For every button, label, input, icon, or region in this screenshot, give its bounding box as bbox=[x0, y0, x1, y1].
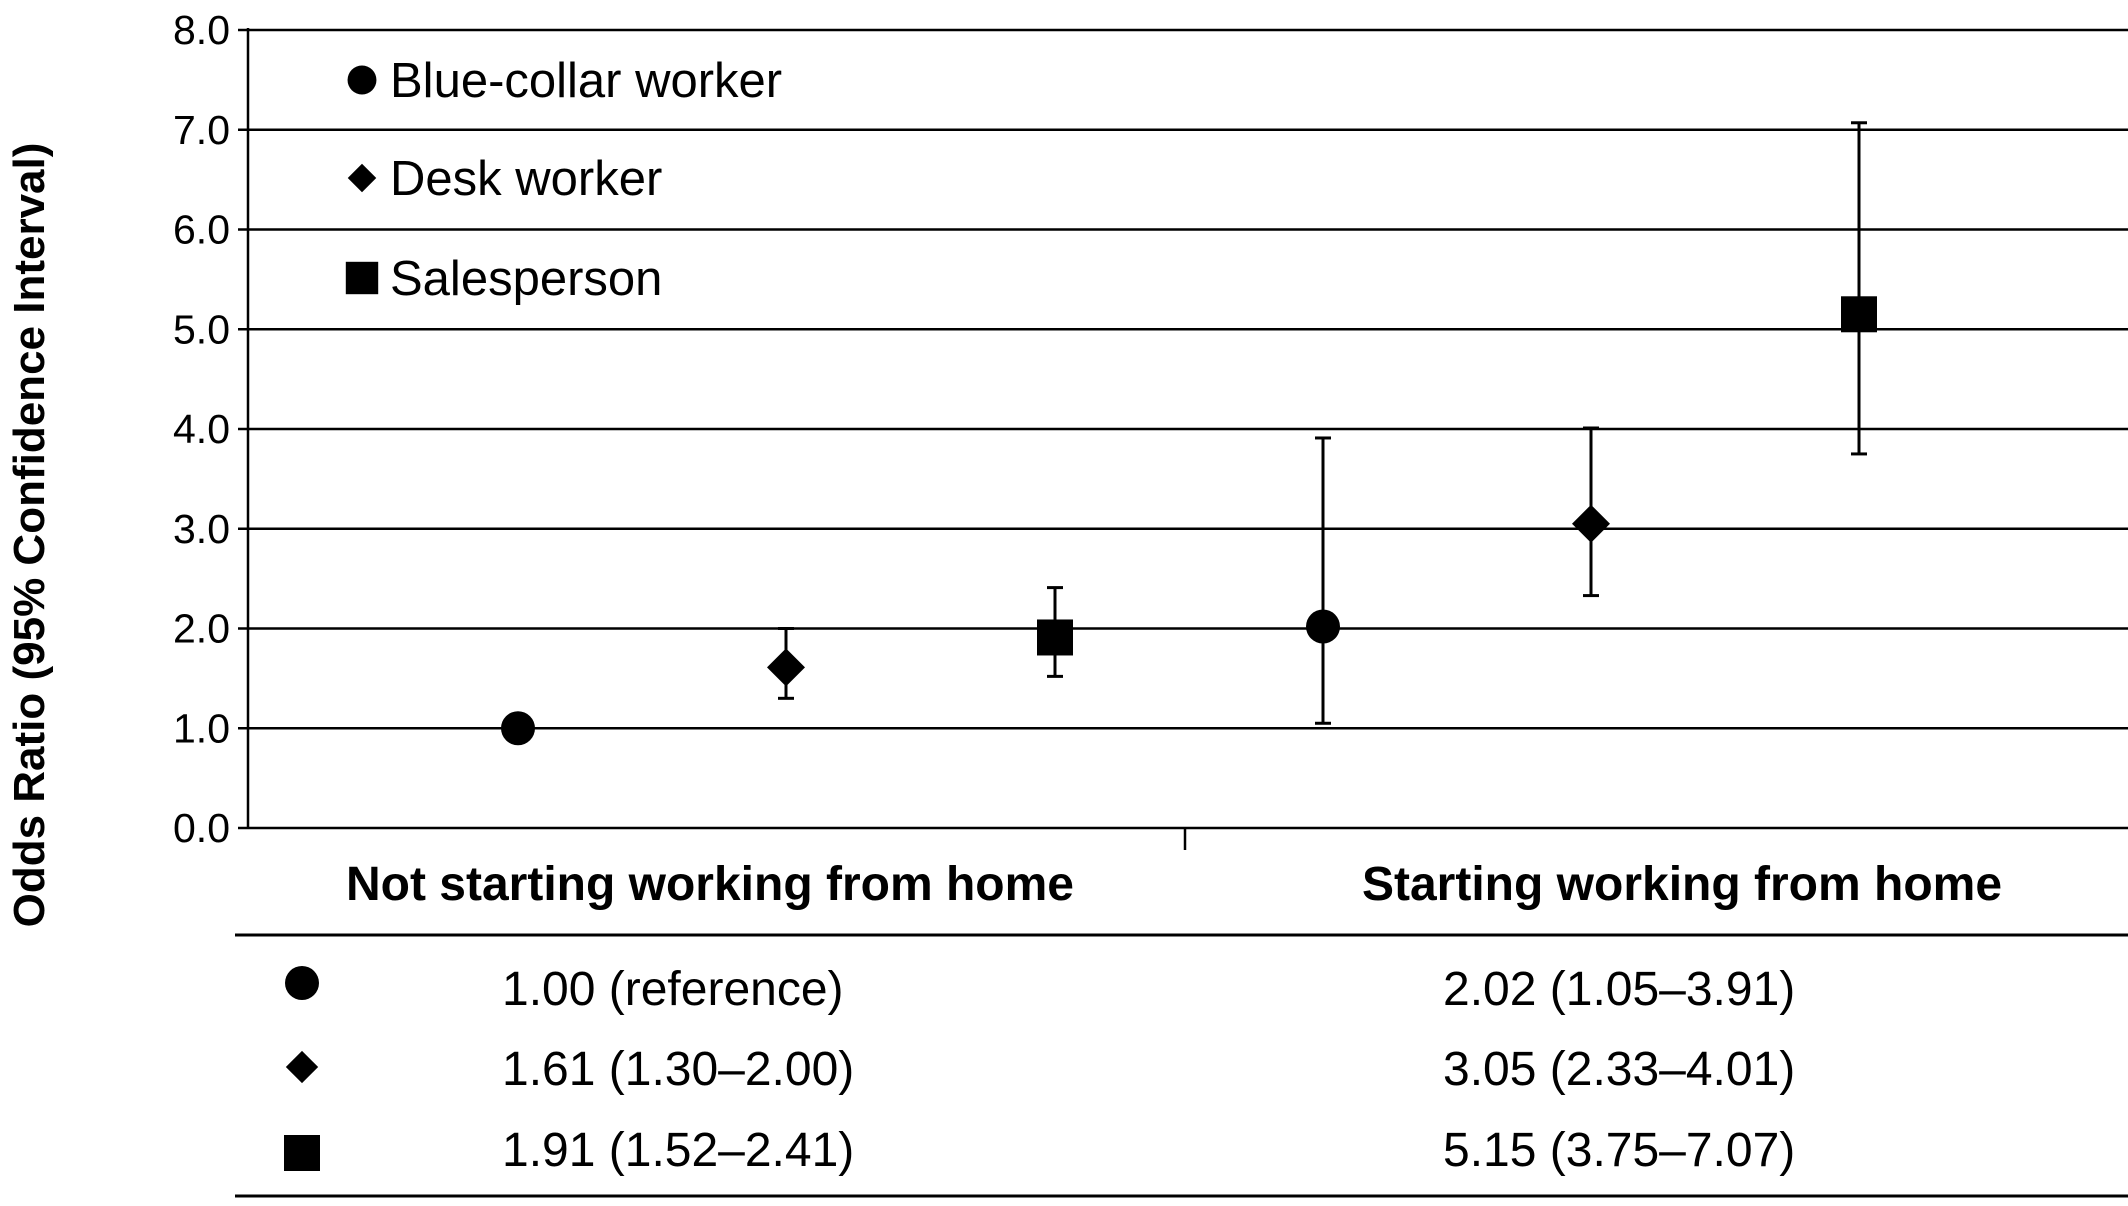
table-cell: 1.00 (reference) bbox=[502, 963, 844, 1016]
y-tick-label: 4.0 bbox=[173, 406, 230, 452]
y-tick-label: 2.0 bbox=[173, 605, 230, 652]
data-point-circle bbox=[1306, 610, 1340, 644]
y-tick-label: 5.0 bbox=[173, 306, 230, 353]
table-cell: 1.61 (1.30–2.00) bbox=[502, 1043, 855, 1096]
table-marker-square bbox=[284, 1135, 320, 1171]
legend-marker-diamond bbox=[348, 164, 377, 193]
legend-label: Blue-collar worker bbox=[390, 54, 783, 108]
y-axis-label: Odds Ratio (95% Confidence Interval) bbox=[5, 142, 54, 928]
data-point-square bbox=[1037, 619, 1073, 655]
group-label-not-starting: Not starting working from home bbox=[345, 858, 1075, 911]
y-tick-label: 7.0 bbox=[173, 106, 230, 153]
y-tick-label: 3.0 bbox=[173, 505, 230, 552]
data-point-diamond bbox=[767, 648, 805, 686]
table-marker-diamond bbox=[286, 1051, 318, 1083]
data-point-diamond bbox=[1572, 505, 1610, 543]
y-tick-label: 6.0 bbox=[173, 206, 230, 253]
y-tick-label: 0.0 bbox=[173, 805, 230, 851]
group-label-starting: Starting working from home bbox=[1361, 858, 2003, 911]
results-table bbox=[284, 963, 1795, 1177]
table-cell: 5.15 (3.75–7.07) bbox=[1443, 1124, 1796, 1177]
y-tick-label: 1.0 bbox=[173, 705, 230, 752]
data-point-circle bbox=[501, 711, 535, 745]
table-cell: 3.05 (2.33–4.01) bbox=[1443, 1043, 1796, 1096]
data-point-square bbox=[1841, 296, 1877, 332]
y-tick-label: 8.0 bbox=[173, 7, 230, 53]
gridlines bbox=[248, 30, 2128, 728]
y-tick-labels bbox=[173, 7, 230, 851]
legend-label: Salesperson bbox=[390, 252, 663, 306]
legend-marker-square bbox=[346, 262, 378, 294]
table-cell: 1.91 (1.52–2.41) bbox=[502, 1124, 855, 1177]
legend bbox=[346, 54, 782, 306]
data-points bbox=[501, 296, 1877, 745]
legend-label: Desk worker bbox=[390, 152, 663, 206]
table-cell: 2.02 (1.05–3.91) bbox=[1443, 963, 1796, 1016]
legend-marker-circle bbox=[348, 66, 377, 95]
table-marker-circle bbox=[285, 966, 319, 1000]
